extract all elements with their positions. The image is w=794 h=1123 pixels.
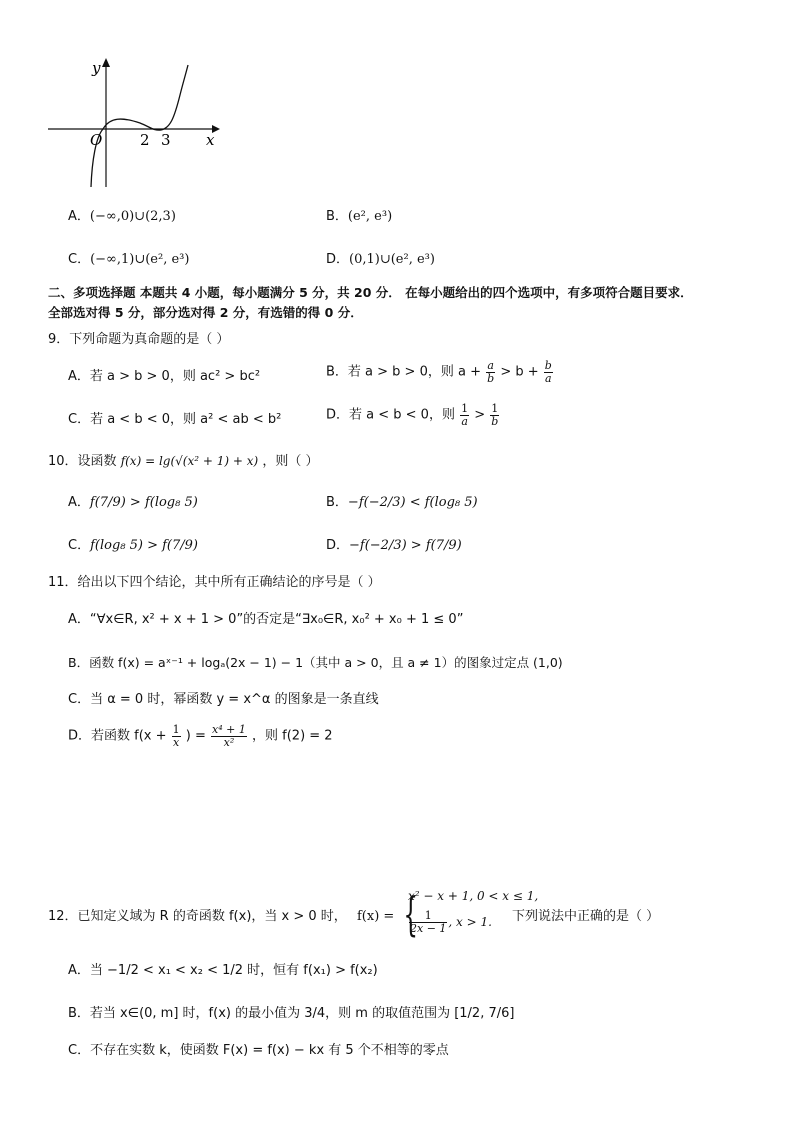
q9-option-c: C．若 a < b < 0，则 a² < ab < b²: [68, 412, 282, 427]
fraction-1-over-x: $\frac{1}{x}$: [172, 723, 180, 749]
q10-function: f(x) = lg(√(x² + 1) + x): [120, 454, 259, 468]
q12-stem-suffix: 下列说法中正确的是（ ）: [512, 909, 660, 924]
q11-option-c: C．当 α = 0 时，幂函数 y = x^α 的图象是一条直线: [68, 692, 379, 707]
case-2-condition: , x > 1.: [448, 915, 492, 929]
q12-func-label: f(x) =: [357, 909, 395, 924]
section2-heading-line1: 二、多项选择题 本题共 4 小题，每小题满分 5 分，共 20 分． 在每小题给出的四个选项中，有多项符合题目要求．: [48, 285, 693, 300]
origin-label: O: [90, 131, 103, 149]
q11-option-d: [68, 724, 333, 749]
tick-label-3: 3: [161, 131, 171, 149]
q10-stem-prefix: 10．设函数: [48, 454, 117, 469]
section2-heading-line2: 全部选对得 5 分，部分选对得 2 分，有选错的得 0 分．: [48, 305, 363, 320]
q9-option-d: [326, 403, 500, 428]
option-letter: D．: [326, 538, 350, 553]
option-d-prefix: D．若函数 f(x +: [68, 728, 167, 744]
q10-option-b: [326, 494, 478, 512]
option-d-suffix: ，则 f(2) = 2: [252, 728, 333, 744]
q12-option-a: A．当 −1/2 < x₁ < x₂ < 1/2 时，恒有 f(x₁) > f(x₂): [68, 963, 378, 978]
q12-option-b: B．若当 x∈(0, m] 时，f(x) 的最小值为 3/4，则 m 的取值范围为 [1/2, 7/6]: [68, 1006, 515, 1021]
option-letter: B．: [326, 209, 348, 224]
q12-case-2: [408, 910, 492, 935]
q12-option-c: C．不存在实数 k，使函数 F(x) = f(x) − kx 有 5 个不相等的零点: [68, 1043, 449, 1058]
q12-case-1: x² − x + 1, 0 < x ≤ 1,: [408, 889, 539, 903]
option-b-prefix: B．若 a > b > 0，则 a +: [326, 364, 481, 380]
q11-option-a: A．“∀x∈R, x² + x + 1 > 0”的否定是“∃x₀∈R, x₀² + x₀ + 1 ≤ 0”: [68, 612, 464, 627]
q11-option-b: B．函数 f(x) = aˣ⁻¹ + logₐ(2x − 1) − 1（其中 a > 0，且 a ≠ 1）的图象过定点 (1,0): [68, 655, 563, 670]
fraction-1-over-b: $\frac{1}{b}$: [491, 402, 499, 428]
option-text: (−∞,0)∪(2,3): [89, 209, 176, 224]
q8-option-a: [68, 208, 176, 226]
q9-option-a: A．若 a > b > 0，则 ac² > bc²: [68, 369, 261, 384]
option-b-mid: > b +: [500, 364, 539, 380]
q9-stem: 9．下列命题为真命题的是（ ）: [48, 332, 230, 347]
q12-stem-prefix: 12．已知定义域为 R 的奇函数 f(x)，当 x > 0 时，: [48, 909, 347, 924]
q10-option-d: [326, 537, 462, 555]
y-axis-arrow: [102, 58, 110, 67]
q10-option-a: [68, 494, 198, 512]
x-axis-label: x: [206, 131, 215, 149]
q10-option-c: [68, 537, 198, 555]
option-text: (0,1)∪(e², e³): [349, 252, 435, 267]
option-d-mid: >: [474, 407, 486, 423]
fraction-1-over-2x-minus-1: $\frac{1}{2x - 1}$: [410, 909, 447, 935]
option-letter: A．: [68, 209, 90, 224]
option-text: (−∞,1)∪(e², e³): [90, 252, 190, 267]
fraction-1-over-a: $\frac{1}{a}$: [461, 402, 469, 428]
option-letter: A．: [68, 495, 90, 510]
option-d-prefix: D．若 a < b < 0，则: [326, 407, 455, 423]
option-letter: B．: [326, 495, 348, 510]
fraction-a-over-b: $\frac{a}{b}$: [487, 359, 495, 385]
y-axis-label: y: [92, 59, 101, 77]
option-letter: D．: [326, 252, 350, 267]
q9-option-b: [326, 360, 554, 385]
brace: {: [403, 887, 418, 941]
option-d-mid: ) =: [185, 728, 206, 744]
q10-stem: [48, 452, 318, 471]
option-text: −f(−2/3) < f(log₈ 5): [347, 495, 478, 510]
q11-stem: 11．给出以下四个结论，其中所有正确结论的序号是（ ）: [48, 575, 381, 590]
option-text: f(log₈ 5) > f(7/9): [90, 538, 198, 553]
option-letter: C．: [68, 252, 91, 267]
q8-option-b: [326, 208, 392, 226]
option-text: (e², e³): [347, 209, 393, 224]
q8-option-d: [326, 251, 435, 269]
function-graph: [40, 55, 230, 195]
option-text: −f(−2/3) > f(7/9): [349, 538, 462, 553]
tick-label-2: 2: [140, 131, 150, 149]
q8-option-c: [68, 251, 189, 269]
option-letter: C．: [68, 538, 91, 553]
option-text: f(7/9) > f(log₈ 5): [89, 495, 198, 510]
fraction-x4p1-over-x2: $\frac{\text{x⁴ + 1}}{\text{x²}}$: [212, 723, 246, 749]
q10-stem-suffix: ，则（ ）: [262, 454, 319, 469]
fraction-b-over-a: $\frac{b}{a}$: [544, 359, 552, 385]
